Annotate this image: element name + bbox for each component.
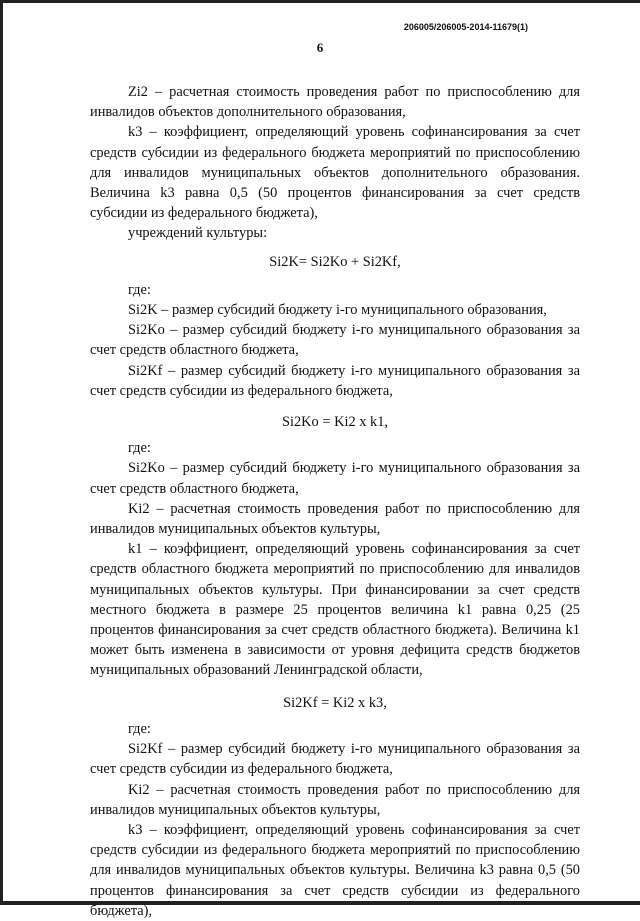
formula: Si2Ko = Ki2 x k1, xyxy=(281,414,389,431)
paragraph: Si2Kf – размер субсидий бюджету i-го муниципального образования за счет средств субсидии из федерального бюджета, xyxy=(90,362,580,399)
paragraph: Si2Ko – размер субсидий бюджету i-го муниципального образования за счет средств областного бюджета, xyxy=(90,322,580,359)
paragraph: Zi2 – расчетная стоимость проведения работ по приспособлению для инвалидов объектов дополнительного образования, xyxy=(90,84,580,121)
scan-border-top xyxy=(0,0,640,3)
paragraph: k3 – коэффициент, определяющий уровень софинансирования за счет средств субсидии из федерального бюджета мероприятий по приспособлению для инвалидов муниципальных объектов культуры. Величина k3 равна 0,5 (50 процентов финансирования за счет средств субсидии из федерального бюджета), xyxy=(90,821,580,919)
document-id: 206005/206005-2014-11679(1) xyxy=(403,22,528,32)
paragraph: где: xyxy=(128,440,151,457)
formula: Si2K= Si2Ko + Si2Kf, xyxy=(269,253,401,270)
paragraph: k3 – коэффициент, определяющий уровень софинансирования за счет средств субсидии из федерального бюджета мероприятий по приспособлению для инвалидов муниципальных объектов дополнительного образования. Величина k3 равна 0,5 (50 процентов финансирования за счет средств субсидии из федерального бюджета), xyxy=(90,124,580,222)
paragraph: Si2Ko – размер субсидий бюджету i-го муниципального образования за счет средств областного бюджета, xyxy=(90,460,580,497)
document-body xyxy=(90,82,580,921)
formula: Si2Kf = Ki2 x k3, xyxy=(283,694,387,711)
paragraph: Si2Kf – размер субсидий бюджету i-го муниципального образования за счет средств субсидии из федерального бюджета, xyxy=(90,741,580,778)
paragraph: k1 – коэффициент, определяющий уровень софинансирования за счет средств областного бюджета мероприятий по приспособлению для инвалидов муниципальных объектов культуры. При финансировании за счет средств местного бюджета в размере 25 процентов величина k1 равна 0,25 (25 процентов финансирования за счет средств областного бюджета). Величина k1 может быть изменена в зависимости от уровня дефицита средств бюджетов муниципальных образований Ленинградской области, xyxy=(90,541,580,679)
scan-border-left xyxy=(0,0,3,905)
paragraph: Ki2 – расчетная стоимость проведения работ по приспособлению для инвалидов муниципальных объектов культуры, xyxy=(90,781,580,818)
paragraph: Ki2 – расчетная стоимость проведения работ по приспособлению для инвалидов муниципальных объектов культуры, xyxy=(90,500,580,538)
paragraph: где: xyxy=(128,720,151,737)
paragraph: учреждений культуры: xyxy=(128,225,268,242)
paragraph: Si2K – размер субсидий бюджету i-го муниципального образования, xyxy=(128,302,547,319)
page-number: 6 xyxy=(316,40,324,55)
paragraph: где: xyxy=(128,281,151,298)
